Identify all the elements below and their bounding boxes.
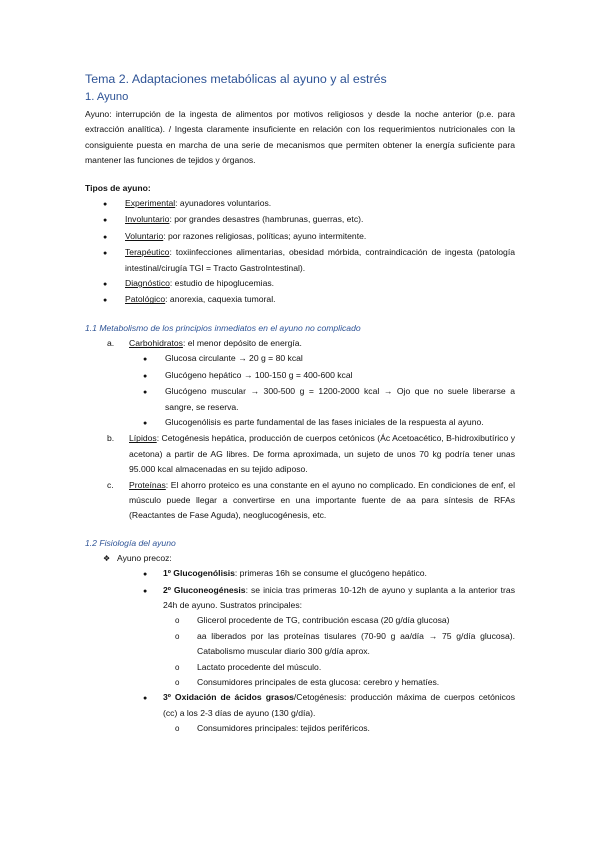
list-item — [85, 478, 515, 524]
list-item — [85, 551, 515, 566]
list-item — [85, 368, 515, 384]
circle-bullet-icon — [85, 660, 197, 675]
item-marker: c. — [107, 479, 114, 490]
list-item — [85, 660, 515, 675]
circle-bullet-icon — [85, 613, 197, 628]
item-term: Voluntario — [125, 230, 164, 241]
item-desc: : primeras 16h se consume el glucógeno hepático. — [234, 568, 427, 579]
item-text: Consumidores principales de esta glucosa: cerebro y hematíes. — [197, 677, 440, 687]
circle-bullet-icon — [85, 721, 197, 736]
list-item — [85, 276, 515, 292]
item-desc: : El ahorro proteico es una constante en el ayuno no complicado. En condiciones de enf, el músculo puede llegar a convertirse en una importante fuente de aa para síntesis de RFAs (Reactantes de Fase Aguda), neoglucogénesis, etc. — [129, 479, 515, 521]
bullet-icon — [85, 196, 125, 212]
item-text: aa liberados por las proteínas tisulares (70-90 g aa/día → 75 g/día glucosa). Catabolismo muscular diario 300 g/día aprox. — [197, 630, 515, 657]
fisiologia-list — [85, 551, 515, 737]
item-text: Glucosa circulante → 20 g = 80 kcal — [165, 353, 303, 364]
list-item — [85, 212, 515, 228]
bullet-icon — [85, 368, 165, 384]
list-item — [85, 675, 515, 690]
diamond-bullet-icon — [85, 551, 117, 566]
list-item — [85, 229, 515, 245]
item-text: Glicerol procedente de TG, contribución escasa (20 g/día glucosa) — [197, 615, 450, 626]
item-term: Proteínas — [129, 479, 166, 490]
item-desc: : ayunadores voluntarios. — [175, 198, 272, 209]
intro-paragraph: Ayuno: interrupción de la ingesta de alimentos por motivos religiosos y desde la noche anterior (p.e. para extracción analítica). / Ingesta claramente insuficiente en relación con los requerimientos nutricionales con la consiguiente puesta en marcha de una serie de mecanismos que permiten obtener la energía suficiente para mantener las funciones de tejidos y órganos. — [85, 109, 515, 166]
item-desc: : se inicia tras primeras 10-12h de ayuno y suplanta a la anterior tras 24h de ayuno. Sustratos principales: — [163, 584, 515, 610]
item-desc: : el menor depósito de energía. — [182, 337, 302, 348]
item-term: 3º Oxidación de ácidos grasos — [163, 692, 294, 703]
metabolismo-list — [85, 336, 515, 524]
bullet-icon — [85, 415, 165, 431]
circle-bullet-icon — [85, 629, 197, 644]
bullet-icon — [85, 384, 165, 400]
bullet-icon — [85, 276, 125, 292]
item-term: 1º Glucogenólisis — [163, 568, 235, 579]
item-desc: : toxiinfecciones alimentarias, obesidad mórbida, contraindicación de ingesta (patología intestinal/cirugía TGI = Tracto GastroIntestinal). — [125, 247, 515, 273]
item-text: Glucógeno muscular → 300-500 g = 1200-2000 kcal → Ojo que no suele liberarse a sangre, se reserva. — [165, 386, 515, 412]
bullet-icon — [85, 292, 125, 308]
tipos-heading: Tipos de ayuno: — [85, 182, 151, 193]
subsection-heading-fisiologia: 1.2 Fisiología del ayuno — [85, 537, 176, 548]
item-text: Glucógeno hepático → 100-150 g = 400-600 kcal — [165, 369, 353, 380]
item-desc: : Cetogénesis hepática, producción de cuerpos cetónicos (Ác Acetoacético, B-hidroxibutírico y acetona) a partir de AG libres. De forma aproximada, un sujeto de unos 70 kg podría tener unas 95.000 kcal almacenadas en su tejido adiposo. — [129, 433, 515, 475]
subsection-heading-metabolismo: 1.1 Metabolismo de los principios inmediatos en el ayuno no complicado — [85, 322, 361, 333]
item-text: Lactato procedente del músculo. — [197, 661, 322, 672]
section-heading-ayuno: 1. Ayuno — [85, 91, 129, 103]
list-item — [85, 613, 515, 628]
item-text: Consumidores principales: tejidos periféricos. — [197, 723, 370, 734]
list-item — [85, 245, 515, 276]
item-desc: : estudio de hipoglucemias. — [169, 278, 275, 289]
item-term: Involuntario — [125, 214, 170, 225]
list-item — [85, 336, 515, 351]
bullet-icon — [85, 229, 125, 245]
item-desc: : por grandes desastres (hambrunas, guerras, etc). — [169, 214, 364, 225]
bullet-icon — [85, 351, 165, 367]
document-body — [85, 70, 515, 737]
bullet-icon — [85, 245, 125, 261]
list-item — [85, 351, 515, 367]
tipos-list — [85, 196, 515, 309]
list-item — [85, 431, 515, 477]
bullet-icon — [85, 690, 163, 706]
item-marker: a. — [107, 337, 115, 348]
item-term: 2º Gluconeogénesis — [163, 584, 246, 595]
item-desc: : anorexia, caquexia tumoral. — [165, 294, 276, 305]
list-item — [85, 690, 515, 721]
list-item — [85, 583, 515, 614]
list-item — [85, 721, 515, 736]
item-term: Diagnóstico — [125, 278, 170, 289]
bullet-icon — [85, 212, 125, 228]
item-marker: b. — [107, 433, 115, 444]
item-term: Lípidos — [129, 433, 157, 444]
item-text: Glucogenólisis es parte fundamental de las fases iniciales de la respuesta al ayuno. — [165, 416, 484, 427]
list-item — [85, 196, 515, 212]
page-title: Tema 2. Adaptaciones metabólicas al ayuno y al estrés — [85, 72, 387, 86]
item-term: Experimental — [125, 198, 176, 209]
item-term: Terapéutico — [125, 247, 170, 258]
item-term: Carbohidratos — [129, 337, 183, 348]
list-item — [85, 292, 515, 308]
bullet-icon — [85, 566, 163, 582]
circle-bullet-icon — [85, 675, 197, 690]
item-text: Ayuno precoz: — [117, 552, 172, 563]
item-desc: : por razones religiosas, políticas; ayuno intermitente. — [163, 230, 367, 241]
bullet-icon — [85, 583, 163, 599]
item-term: Patológico — [125, 294, 166, 305]
item-desc: /Cetogénesis: producción máxima de cuerpos cetónicos (cc) a los 2-3 días de ayuno (130 g/día). — [163, 692, 515, 718]
list-item — [85, 566, 515, 582]
list-item — [85, 629, 515, 660]
list-item — [85, 384, 515, 415]
list-item — [85, 415, 515, 431]
